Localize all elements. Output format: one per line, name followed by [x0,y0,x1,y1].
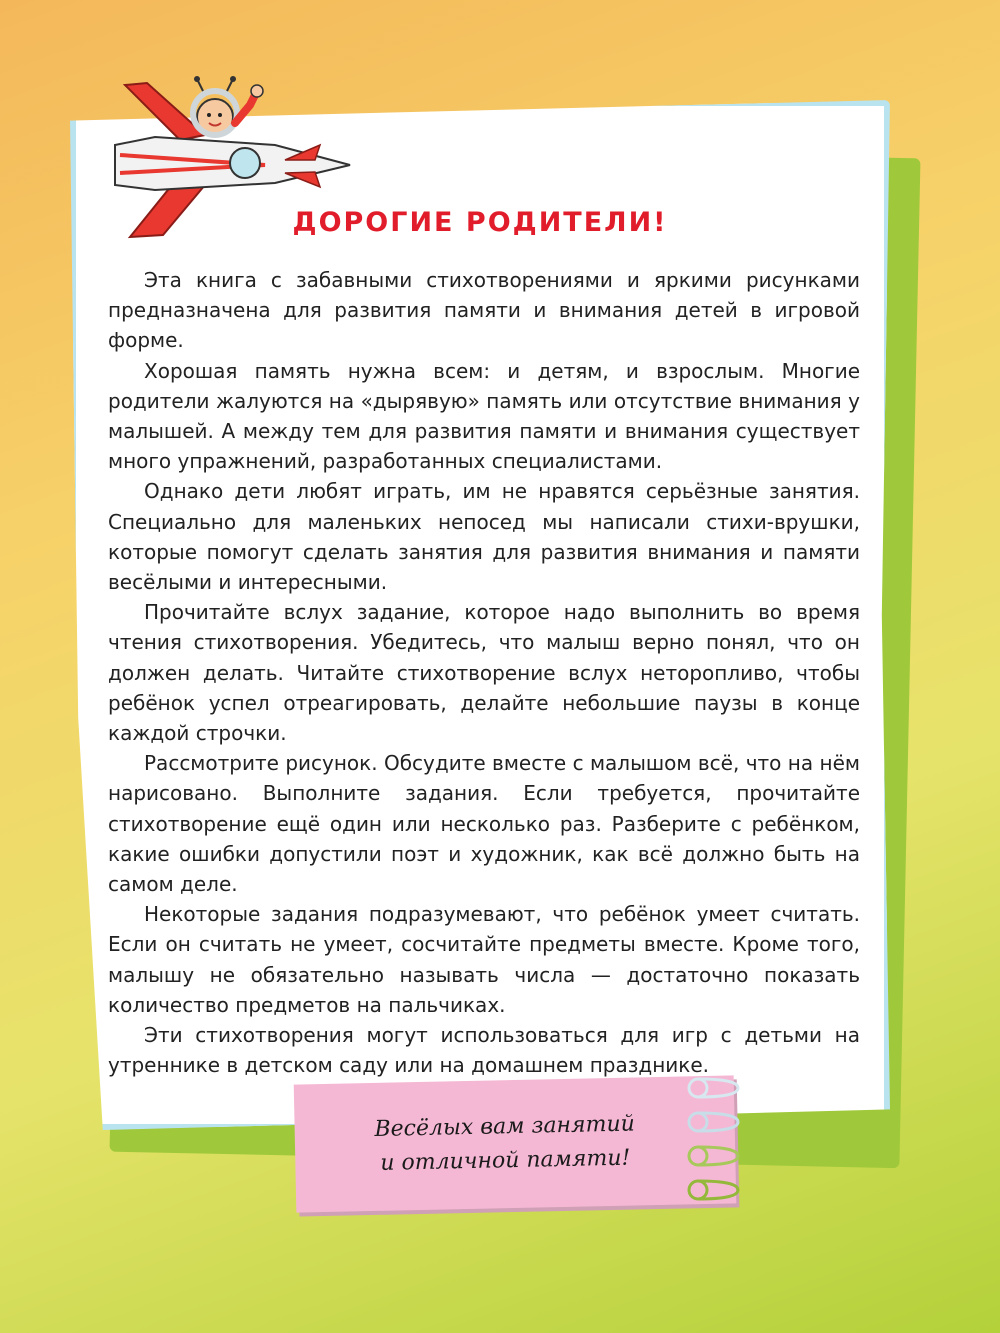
paragraph: Эти стихотворения могут использоваться для игр с детьми на утреннике в детском саду или на домашнем празднике. [108,1023,860,1078]
binder-rings-icon [678,1070,748,1220]
note-text [314,1106,695,1182]
paragraph: Рассмотрите рисунок. Обсудите вместе с малышом всё, что на нём нарисовано. Выполните задания. Если требуется, прочитайте стихотворение ещё один или несколько раз. Разберите с ребёнком, какие ошибки допустили поэт и художник, как всё должно быть на самом деле. [108,751,860,897]
paragraph: Эта книга с забавными стихотворениями и яркими рисунками предназначена для развития памяти и внимания детей в игровой форме. [108,268,860,353]
paragraph: Прочитайте вслух задание, которое надо выполнить во время чтения стихотворения. Убедитесь, что малыш верно понял, что он должен делать. Читайте стихотворение вслух неторопливо, чтобы ребёнок успел отреагировать, делайте небольшие паузы в конце каждой строчки. [108,600,860,746]
paragraph: Хорошая память нужна всем: и детям, и взрослым. Многие родители жалуются на «дырявую» память или отсутствие внимания у малышей. А между тем для развития памяти и внимания существует много упражнений, разработанных специалистами. [108,358,860,474]
paragraph: Однако дети любят играть, им не нравятся серьёзные занятия. Специально для маленьких непосед мы написали стихи-врушки, которые помогут сделать занятия для развития внимания и памяти весёлыми и интересными. [108,479,860,595]
page-title: ДОРОГИЕ РОДИТЕЛИ! [292,207,668,238]
note-line-2: и отличной памяти! [380,1145,631,1176]
body-text [108,265,860,1080]
pink-note-card [294,1075,737,1212]
note-line-1: Весёлых вам занятий [374,1111,636,1142]
paragraph: Некоторые задания подразумевают, что ребёнок умеет считать. Если он считать не умеет, сосчитайте предметы вместе. Кроме того, малышу не обязательно называть числа — достаточно показать количество предметов на пальчиках. [108,902,860,1017]
